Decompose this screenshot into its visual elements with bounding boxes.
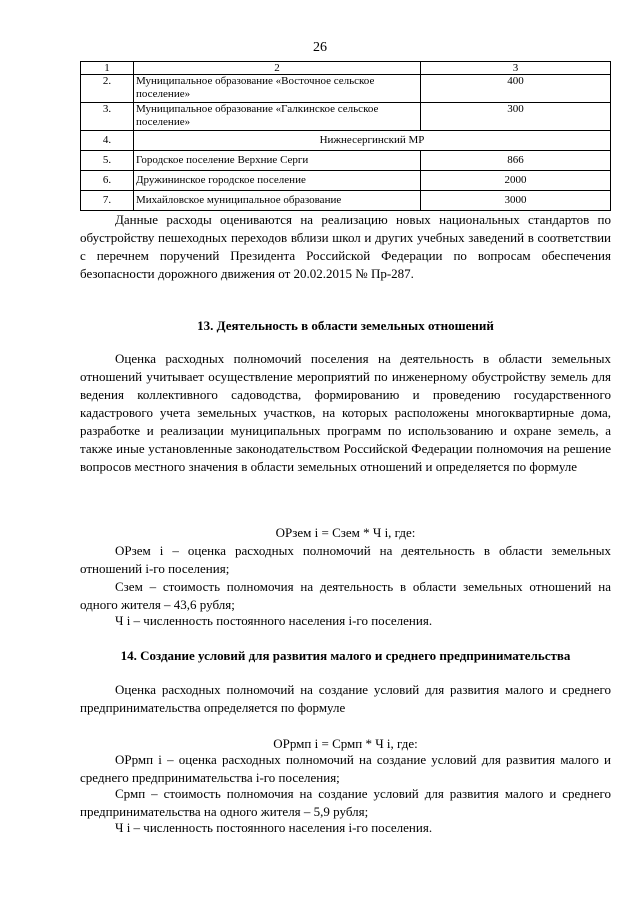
section-13-formula: ОРзем i = Сзем * Ч i, где: — [275, 525, 416, 540]
row-number: 6. — [81, 171, 134, 191]
table-row — [81, 171, 611, 191]
page-number: 26 — [313, 40, 327, 55]
row-name: Муниципальное образование «Галкинское сельское поселение» — [134, 103, 421, 131]
row-name: Муниципальное образование «Восточное сельское поселение» — [134, 75, 421, 103]
row-number: 5. — [81, 151, 134, 171]
expenses-table — [80, 61, 611, 211]
row-value: 3000 — [421, 191, 611, 211]
row-value: 2000 — [421, 171, 611, 191]
table-header-cell: 1 — [81, 62, 134, 75]
row-number: 4. — [81, 131, 134, 151]
section-14-heading: 14. Создание условий для развития малого и среднего предпринимательства — [120, 648, 571, 663]
row-value: 866 — [421, 151, 611, 171]
expenses-paragraph: Данные расходы оцениваются на реализацию новых национальных стандартов по обустройству пешеходных переходов вблизи школ и других учебных заведений в соответствии с перечнем поручений Президента Российской Федерации по вопросам обеспечения безопасности дорожного движения от 20.02.2015 № Пр-287. — [80, 212, 611, 281]
section-13-definition: Ч i – численность постоянного населения i-го поселения. — [115, 613, 433, 628]
table-row — [81, 131, 611, 151]
table-row — [81, 103, 611, 131]
section-13-paragraph: Оценка расходных полномочий поселения на деятельность в области земельных отношений учитывает осуществление мероприятий по инженерному обустройству земель для ведения коллективного садоводства, формированию и проведению государственного кадастрового учета земельных участков, на которых расположены многоквартирные дома, разработке и реализации муниципальных программ по использованию и охране земель, а также иные установленные законодательством Российской Федерации полномочия на решение вопросов местного значения в области земельных отношений и определяется по формуле — [80, 351, 611, 474]
row-name: Городское поселение Верхние Серги — [134, 151, 421, 171]
row-number: 3. — [81, 103, 134, 131]
table-row — [81, 191, 611, 211]
section-14-paragraph: Оценка расходных полномочий на создание условий для развития малого и среднего предпринимательства определяется по формуле — [80, 682, 611, 715]
section-13-definition: ОРзем i – оценка расходных полномочий на деятельность в области земельных отношений i-го поселения; — [80, 543, 611, 576]
row-name: Михайловское муниципальное образование — [134, 191, 421, 211]
section-14-definition: Ч i – численность постоянного населения i-го поселения. — [115, 820, 433, 835]
table-header-row — [81, 62, 611, 75]
row-value: 400 — [421, 75, 611, 103]
section-13-heading: 13. Деятельность в области земельных отношений — [197, 318, 494, 333]
section-13-definition: Сзем – стоимость полномочия на деятельность в области земельных отношений на одного жителя – 43,6 рубля; — [80, 579, 611, 612]
table-header-cell: 3 — [421, 62, 611, 75]
section-14-formula: ОРрмп i = Срмп * Ч i, где: — [273, 736, 418, 751]
section-14-definition: ОРрмп i – оценка расходных полномочий на создание условий для развития малого и среднего предпринимательства i-го поселения; — [80, 752, 611, 785]
row-merged-district: Нижнесергинский МР — [134, 131, 611, 151]
table-row — [81, 75, 611, 103]
row-number: 2. — [81, 75, 134, 103]
table-row — [81, 151, 611, 171]
row-name: Дружининское городское поселение — [134, 171, 421, 191]
section-14-definition: Срмп – стоимость полномочия на создание условий для развития малого и среднего предпринимательства на одного жителя – 5,9 рубля; — [80, 786, 611, 819]
row-number: 7. — [81, 191, 134, 211]
table-header-cell: 2 — [134, 62, 421, 75]
row-value: 300 — [421, 103, 611, 131]
